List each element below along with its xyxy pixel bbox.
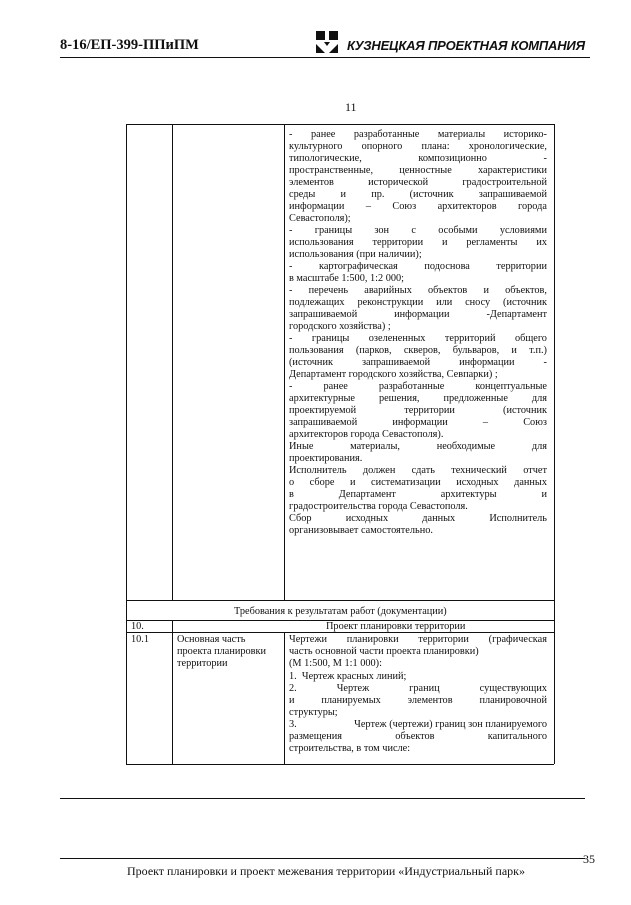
table-col-divider-1 xyxy=(172,124,173,600)
table-col-divider-2b xyxy=(284,632,285,764)
table-border-top xyxy=(126,124,554,125)
table-row: - границы озелененных территорий общего xyxy=(289,333,547,344)
row-10-1-desc: часть основной части проекта планировки) xyxy=(289,646,479,657)
table-row: типологические, композиционно - xyxy=(289,153,547,164)
table-row: использования территории и регламенты их xyxy=(289,237,547,248)
table-row: запрашиваемой информации – Союз xyxy=(289,417,547,428)
header-divider xyxy=(60,57,590,58)
table-row: (источник запрашиваемой информации - xyxy=(289,357,547,368)
table-row: - ранее разработанные материалы историко- xyxy=(289,129,547,140)
table-row: Сбор исходных данных Исполнитель xyxy=(289,513,547,524)
table-row: о сборе и систематизации исходных данных xyxy=(289,477,547,488)
table-row: городского хозяйства) ; xyxy=(289,321,391,332)
table-border-left xyxy=(126,124,127,764)
table-row: организовывает самостоятельно. xyxy=(289,525,433,536)
table-row: среды и пр. (источник запрашиваемой xyxy=(289,189,547,200)
table-row: архитектурные решения, предложенные для xyxy=(289,393,547,404)
section-header: Требования к результатам работ (документации) xyxy=(234,606,447,617)
table-border-right xyxy=(554,124,555,764)
row-10-1-name: проекта планировки xyxy=(177,646,267,657)
table-row-divider xyxy=(126,600,554,601)
table-row: архитекторов города Севастополя). xyxy=(289,429,444,440)
row-10-1-desc: 3. Чертеж (чертежи) границ зон планируемого xyxy=(289,719,547,730)
row-10-1-desc: 1. Чертеж красных линий; xyxy=(289,671,407,682)
table-col-divider-1b xyxy=(172,620,173,764)
table-row: Севастополя); xyxy=(289,213,351,224)
table-row: в Департамент архитектуры и xyxy=(289,489,547,500)
row-10-number: 10. xyxy=(131,621,144,632)
table-row: - картографическая подоснова территории xyxy=(289,261,547,272)
footer-page-number: 35 xyxy=(583,852,595,866)
table-row: пространственные, ценностные характеристики xyxy=(289,165,547,176)
row-10-1-number: 10.1 xyxy=(131,634,150,645)
row-10-title: Проект планировки территории xyxy=(326,621,466,632)
table-row: - перечень аварийных объектов и объектов, xyxy=(289,285,547,296)
footer-title: Проект планировки и проект межевания территории «Индустриальный парк» xyxy=(127,864,525,878)
table-row: информации – Союз архитекторов города xyxy=(289,201,547,212)
table-row: - ранее разработанные концептуальные xyxy=(289,381,547,392)
row-10-1-name: территории xyxy=(177,658,228,669)
company-logo-icon xyxy=(316,31,338,53)
footer-divider xyxy=(60,858,585,859)
row-10-1-desc: размещения объектов капитального xyxy=(289,731,547,742)
table-row: проектирования. xyxy=(289,453,363,464)
table-row: элементов исторической градостроительной xyxy=(289,177,547,188)
table-row: Департамент городского хозяйства, Севпарки) ; xyxy=(289,369,498,380)
company-name: КУЗНЕЦКАЯ ПРОЕКТНАЯ КОМПАНИЯ xyxy=(347,38,585,53)
row-10-1-desc: и планируемых элементов планировочной xyxy=(289,695,547,706)
row-10-1-desc: 2. Чертеж границ существующих xyxy=(289,683,547,694)
table-row: использования (при наличии); xyxy=(289,249,422,260)
row-10-1-desc: (М 1:500, М 1:1 000): xyxy=(289,658,382,669)
requirements-table xyxy=(126,124,554,764)
table-row: запрашиваемой информации -Департамент xyxy=(289,309,547,320)
table-border-bottom xyxy=(126,764,554,765)
table-row: в масштабе 1:500, 1:2 000; xyxy=(289,273,405,284)
row-10-1-desc: Чертежи планировки территории (графическая xyxy=(289,634,547,645)
row-10-1-desc: строительства, в том числе: xyxy=(289,743,411,754)
table-row: пользования (парков, скверов, бульваров, и т.п.) xyxy=(289,345,547,356)
table-row: подлежащих реконструкции или сносу (источник xyxy=(289,297,547,308)
table-row: градостроительства города Севастополя. xyxy=(289,501,468,512)
table-row: культурного опорного плана: хронологические, xyxy=(289,141,547,152)
row-10-1-name: Основная часть xyxy=(177,634,246,645)
table-col-divider-2 xyxy=(284,124,285,600)
table-row: Исполнитель должен сдать технический отчет xyxy=(289,465,547,476)
table-row: Иные материалы, необходимые для xyxy=(289,441,547,452)
table-row: - границы зон с особыми условиями xyxy=(289,225,547,236)
document-code: 8-16/ЕП-399-ППиПМ xyxy=(60,37,199,53)
footer-divider xyxy=(60,798,585,799)
page-number: 11 xyxy=(345,100,357,114)
table-row: проектируемой территории (источник xyxy=(289,405,547,416)
row-10-1-desc: структуры; xyxy=(289,707,338,718)
